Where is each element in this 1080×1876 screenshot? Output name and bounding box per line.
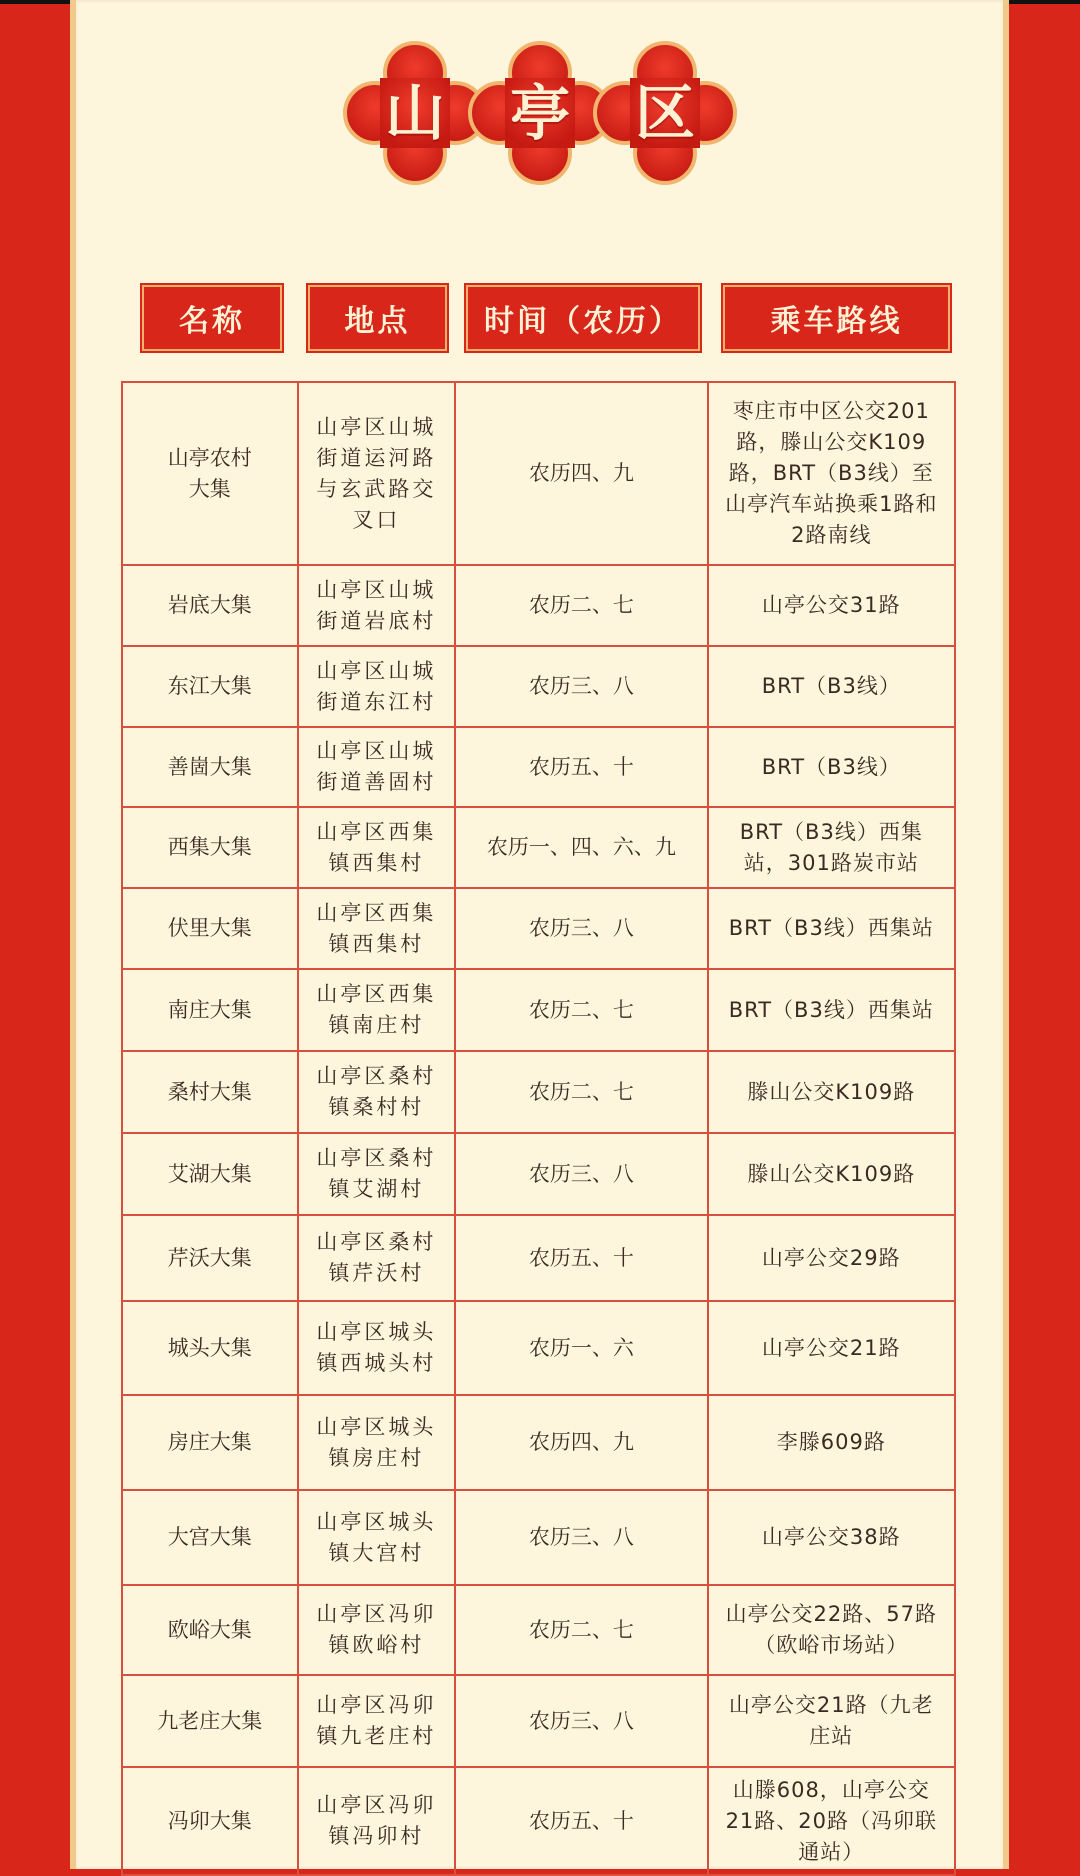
market-name-cell: 西集大集: [123, 808, 299, 887]
table-row: [123, 647, 956, 728]
bus-route-cell: BRT（B3线）西集 站，301路炭市站: [709, 808, 956, 887]
market-name-cell: 冯卯大集: [123, 1768, 299, 1874]
bus-route-cell: 滕山公交K109路: [709, 1134, 956, 1214]
location-cell: 山亭区冯卯 镇冯卯村: [299, 1768, 457, 1874]
market-name-cell: 大宫大集: [123, 1491, 299, 1584]
location-cell: 山亭区西集 镇南庄村: [299, 970, 457, 1050]
location-cell: 山亭区西集 镇西集村: [299, 808, 457, 887]
market-name-cell: 桑村大集: [123, 1052, 299, 1132]
bus-route-cell: BRT（B3线）: [709, 728, 956, 806]
bus-route-cell: 滕山公交K109路: [709, 1052, 956, 1132]
location-cell: 山亭区冯卯 镇九老庄村: [299, 1676, 457, 1766]
lunar-date-cell: 农历二、七: [456, 1586, 708, 1674]
table-row: [123, 1216, 956, 1302]
market-table: [121, 381, 956, 1876]
table-row: [123, 383, 956, 566]
district-title: [340, 38, 740, 188]
bus-route-cell: BRT（B3线）西集站: [709, 970, 956, 1050]
header-time: 时间（农历）: [466, 285, 700, 351]
location-cell: 山亭区山城 街道东江村: [299, 647, 457, 726]
lunar-date-cell: 农历三、八: [456, 1491, 708, 1584]
header-route: 乘车路线: [723, 285, 950, 351]
market-name-cell: 伏里大集: [123, 889, 299, 968]
scroll-edge-right: [1003, 0, 1009, 1869]
table-row: [123, 1676, 956, 1768]
location-cell: 山亭区城头 镇房庄村: [299, 1396, 457, 1489]
table-row: [123, 1491, 956, 1586]
table-row: [123, 970, 956, 1052]
lunar-date-cell: 农历五、十: [456, 1216, 708, 1300]
bus-route-cell: 李滕609路: [709, 1396, 956, 1489]
title-char-3: 区: [635, 79, 695, 149]
market-name-cell: 城头大集: [123, 1302, 299, 1394]
table-row: [123, 1586, 956, 1676]
location-cell: 山亭区山城 街道岩底村: [299, 566, 457, 645]
market-name-cell: 芹沃大集: [123, 1216, 299, 1300]
bus-route-cell: BRT（B3线）: [709, 647, 956, 726]
location-cell: 山亭区桑村 镇桑村村: [299, 1052, 457, 1132]
table-row: [123, 1134, 956, 1216]
lunar-date-cell: 农历一、四、六、九: [456, 808, 708, 887]
location-cell: 山亭区城头 镇西城头村: [299, 1302, 457, 1394]
bus-route-cell: 山亭公交38路: [709, 1491, 956, 1584]
bus-route-cell: 山亭公交21路: [709, 1302, 956, 1394]
location-cell: 山亭区城头 镇大宫村: [299, 1491, 457, 1584]
bus-route-cell: 山滕608，山亭公交 21路、20路（冯卯联 通站）: [709, 1768, 956, 1874]
lunar-date-cell: 农历三、八: [456, 1676, 708, 1766]
header-name: 名称: [142, 285, 282, 351]
lunar-date-cell: 农历三、八: [456, 647, 708, 726]
bus-route-cell: 枣庄市中区公交201 路，滕山公交K109 路，BRT（B3线）至 山亭汽车站换乘1路和 2路南线: [709, 383, 956, 564]
location-cell: 山亭区山城 街道善固村: [299, 728, 457, 806]
scroll-edge-left: [70, 0, 76, 1869]
location-cell: 山亭区桑村 镇芹沃村: [299, 1216, 457, 1300]
market-name-cell: 岩底大集: [123, 566, 299, 645]
market-name-cell: 九老庄大集: [123, 1676, 299, 1766]
table-row: [123, 728, 956, 808]
lunar-date-cell: 农历二、七: [456, 1052, 708, 1132]
market-name-cell: 房庄大集: [123, 1396, 299, 1489]
bus-route-cell: 山亭公交21路（九老 庄站: [709, 1676, 956, 1766]
header-place: 地点: [308, 285, 447, 351]
lunar-date-cell: 农历一、六: [456, 1302, 708, 1394]
lunar-date-cell: 农历四、九: [456, 383, 708, 564]
bus-route-cell: BRT（B3线）西集站: [709, 889, 956, 968]
lunar-date-cell: 农历三、八: [456, 1134, 708, 1214]
title-char-1: 山: [385, 79, 445, 149]
lunar-date-cell: 农历四、九: [456, 1396, 708, 1489]
table-row: [123, 1768, 956, 1876]
lunar-date-cell: 农历三、八: [456, 889, 708, 968]
market-name-cell: 南庄大集: [123, 970, 299, 1050]
lunar-date-cell: 农历二、七: [456, 970, 708, 1050]
title-char-2: 亭: [510, 79, 570, 149]
location-cell: 山亭区冯卯 镇欧峪村: [299, 1586, 457, 1674]
table-row: [123, 889, 956, 970]
market-name-cell: 善崮大集: [123, 728, 299, 806]
table-row: [123, 1052, 956, 1134]
market-name-cell: 山亭农村 大集: [123, 383, 299, 564]
table-row: [123, 1302, 956, 1396]
table-row: [123, 1396, 956, 1491]
bus-route-cell: 山亭公交22路、57路 （欧峪市场站）: [709, 1586, 956, 1674]
lunar-date-cell: 农历五、十: [456, 728, 708, 806]
table-row: [123, 808, 956, 889]
lunar-date-cell: 农历五、十: [456, 1768, 708, 1874]
table-row: [123, 566, 956, 647]
location-cell: 山亭区山城 街道运河路 与玄武路交 叉口: [299, 383, 457, 564]
bus-route-cell: 山亭公交29路: [709, 1216, 956, 1300]
lunar-date-cell: 农历二、七: [456, 566, 708, 645]
market-name-cell: 欧峪大集: [123, 1586, 299, 1674]
bus-route-cell: 山亭公交31路: [709, 566, 956, 645]
market-name-cell: 东江大集: [123, 647, 299, 726]
location-cell: 山亭区西集 镇西集村: [299, 889, 457, 968]
location-cell: 山亭区桑村 镇艾湖村: [299, 1134, 457, 1214]
market-name-cell: 艾湖大集: [123, 1134, 299, 1214]
